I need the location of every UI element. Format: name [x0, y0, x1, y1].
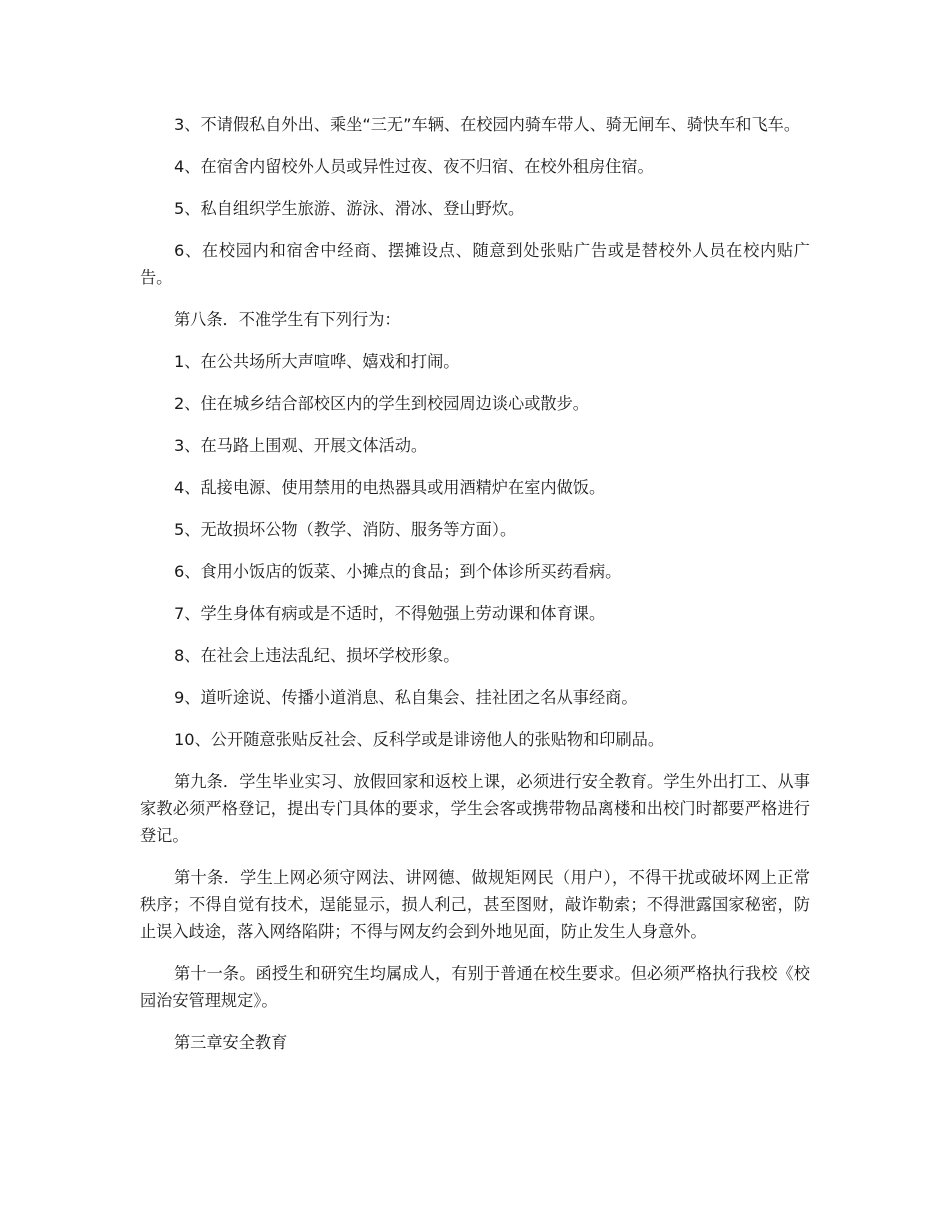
- paragraph-article-8-item-10: 10、公开随意张贴反社会、反科学或是诽谤他人的张贴物和印刷品。: [174, 730, 665, 749]
- paragraph-article-8-item-8: 8、在社会上违法乱纪、损坏学校形象。: [174, 646, 460, 665]
- article-8-heading: 第八条．不准学生有下列行为：: [174, 310, 401, 329]
- paragraph-item-6-commerce: 6、在校园内和宿舍中经商、摆摊设点、随意到处张贴广告或是替校外人员在校内贴广告。: [140, 241, 810, 287]
- paragraph-item-4-dorm-guests: 4、在宿舍内留校外人员或异性过夜、夜不归宿、在校外租房住宿。: [174, 157, 654, 176]
- paragraph-article-8-item-6: 6、食用小饭店的饭菜、小摊点的食品；到个体诊所买药看病。: [174, 562, 622, 581]
- paragraph-article-8-item-4: 4、乱接电源、使用禁用的电热器具或用酒精炉在室内做饭。: [174, 478, 606, 497]
- paragraph-article-10: 第十条．学生上网必须守网法、讲网德、做规矩网民（用户），不得干扰或破坏网上正常秩序；不得自觉有技术，逞能显示，损人利己，甚至图财，敲诈勒索；不得泄露国家秘密，防止误入歧途，落入网络陷阱；不得与网友约会到外地见面，防止发生人身意外。: [140, 868, 810, 941]
- paragraph-article-8-item-9: 9、道听途说、传播小道消息、私自集会、挂社团之名从事经商。: [174, 688, 638, 707]
- paragraph-article-8-item-5: 5、无故损坏公物（教学、消防、服务等方面）。: [174, 520, 517, 539]
- paragraph-item-3-no-leave: 3、不请假私自外出、乘坐“三无”车辆、在校园内骑车带人、骑无闸车、骑快车和飞车。: [174, 115, 801, 134]
- paragraph-item-5-private-trips: 5、私自组织学生旅游、游泳、滑冰、登山野炊。: [174, 199, 525, 218]
- paragraph-article-8-item-7: 7、学生身体有病或是不适时，不得勉强上劳动课和体育课。: [174, 604, 606, 623]
- paragraph-article-11: 第十一条。函授生和研究生均属成人，有别于普通在校生要求。但必须严格执行我校《校园治安管理规定》。: [140, 964, 810, 1010]
- paragraph-article-8-item-3: 3、在马路上围观、开展文体活动。: [174, 436, 428, 455]
- document-body: [140, 111, 810, 1071]
- paragraph-article-8-item-2: 2、住在城乡结合部校区内的学生到校园周边谈心或散步。: [174, 394, 589, 413]
- chapter-3-heading: 第三章安全教育: [174, 1033, 288, 1052]
- paragraph-article-9: 第九条．学生毕业实习、放假回家和返校上课，必须进行安全教育。学生外出打工、从事家教必须严格登记，提出专门具体的要求，学生会客或携带物品离楼和出校门时都要严格进行登记。: [140, 772, 810, 845]
- paragraph-article-8-item-1: 1、在公共场所大声喧哗、嬉戏和打闹。: [174, 352, 460, 371]
